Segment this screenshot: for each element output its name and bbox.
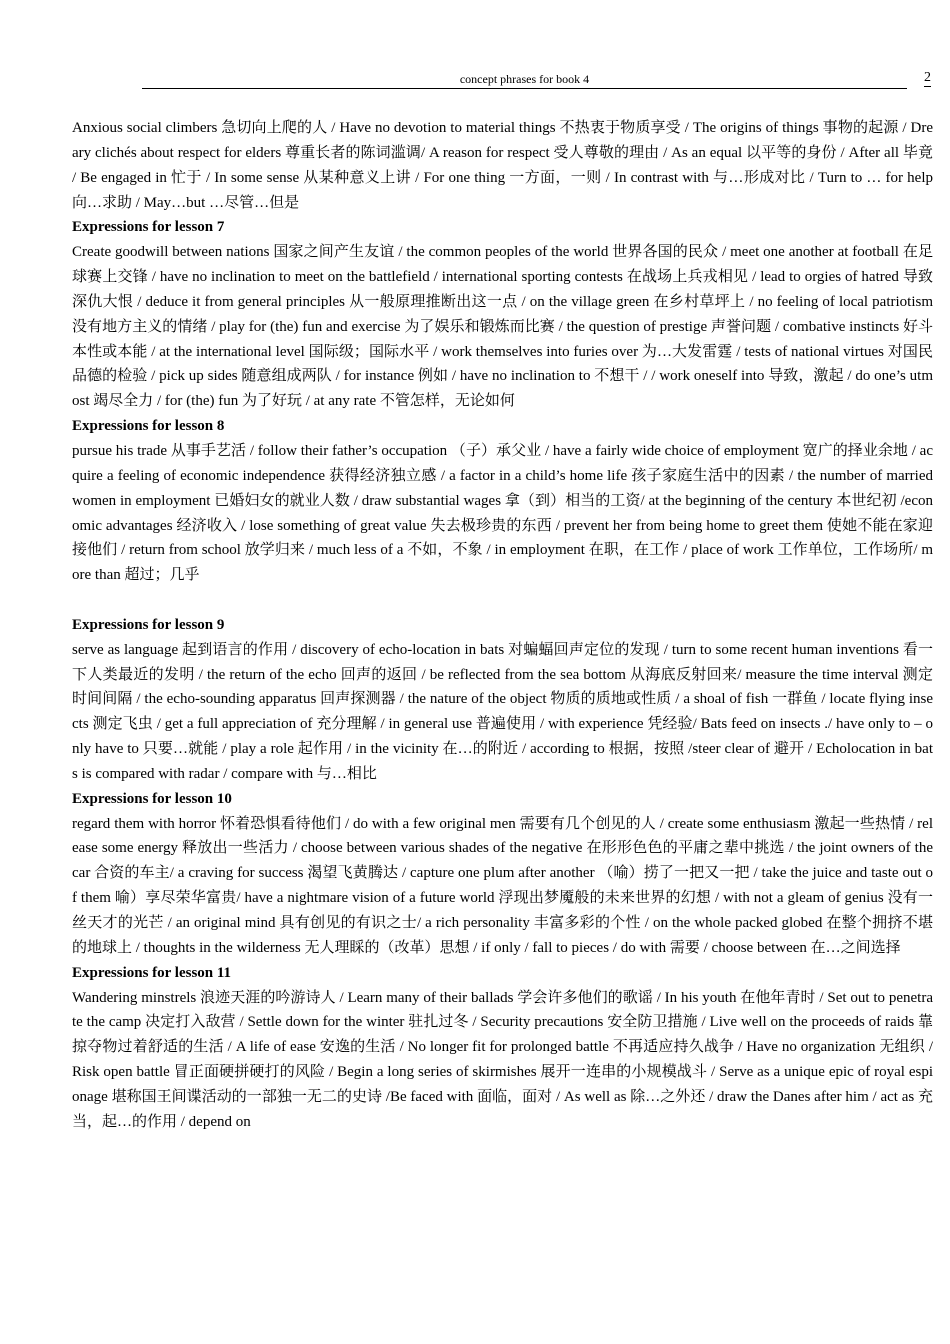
lesson-8-paragraph: pursue his trade 从事手艺活 / follow their father’s occupation （子）承父业 / have a fairly wide choice of employment 宽广的择业余地 / acquire a feeling of economic independence 获得经济独立感 / a factor in a child’s home life 孩子家庭生活中的因素 / the number of married women in employment 已婚妇女的就业人数 / draw substantial wages 拿（到）相当的工资/ at the beginning of the century 本世纪初 /economic advantages 经济收入 / lose something of great value 失去极珍贵的东西 / prevent her from being home to greet them 使她不能在家迎接他们 / return from school 放学归来 / much less of a 不如，不象 / in employment 在职，在工作 / place of work 工作单位，工作场所/ more than 超过；几乎 <box>72 442 933 584</box>
page-header <box>142 70 907 89</box>
header-title: concept phrases for book 4 <box>459 72 590 86</box>
lesson-10-heading: Expressions for lesson 10 <box>72 790 232 807</box>
lesson-7-paragraph: Create goodwill between nations 国家之间产生友谊 / the common peoples of the world 世界各国的民众 / meet one another at football 在足球赛上交锋 / have no inclination to meet on the battlefield / international sporting contests 在战场上兵戎相见 / lead to orgies of hatred 导致深仇大恨 / deduce it from general principles 从一般原理推断出这一点 / on the village green 在乡村草坪上 / no feeling of local patriotism 没有地方主义的情绪 / play for (the) fun and exercise 为了娱乐和锻炼而比赛 / the question of prestige 声誉问题 / combative instincts 好斗本性或本能 / at the international level 国际级；国际水平 / work themselves into furies over 为…大发雷霆 / tests of national virtues 对国民品德的检验 / pick up sides 随意组成两队 / for instance 例如 / have no inclination to 不想干 / / work oneself into 导致，激起 / do one’s utmost 竭尽全力 / for (the) fun 为了好玩 / at any rate 不管怎样，无论如何 <box>72 244 933 410</box>
lesson-10-paragraph: regard them with horror 怀着恐惧看待他们 / do with a few original men 需要有几个创见的人 / create some enthusiasm 激起一些热情 / release some energy 释放出一些活力 / choose between various shades of the negative 在形形色色的平庸之辈中挑选 / the joint owners of the car 合资的车主/ a craving for success 渴望飞黄腾达 / capture one plum after another （喻）捞了一把又一把 / take the juice and taste out of them 喻）享尽荣华富贵/ have a nightmare vision of a future world 浮现出梦魇般的未来世界的幻想 / with not a gleam of genius 没有一丝天才的光芒 / an original mind 具有创见的有识之士/ a rich personality 丰富多彩的个性 / on the whole packed globed 在整个拥挤不堪的地球上 / thoughts in the wilderness 无人理睬的（改革）思想 / if only / fall to pieces / do with 需要 / choose between 在…之间选择 <box>72 815 933 956</box>
lesson-7-heading: Expressions for lesson 7 <box>72 219 225 236</box>
page-number: 2 <box>924 70 931 85</box>
lesson-9-paragraph: serve as language 起到语言的作用 / discovery of echo-location in bats 对蝙蝠回声定位的发现 / turn to some recent human inventions 看一下人类最近的发明 / the return of the echo 回声的返回 / be reflected from the sea bottom 从海底反射回来/ measure the time interval 测定时间间隔 / the echo-sounding apparatus 回声探测器 / the nature of the object 物质的质地或性质 / a shoal of fish 一群鱼 / locate flying insects 测定飞虫 / get a full appreciation of 充分理解 / in general use 普遍使用 / with experience 凭经验/ Bats feed on insects ./ have only to – only have to 只要…就能 / play a role 起作用 / in the vicinity 在…的附近 / according to 根据，按照 /steer clear of 避开 / Echolocation in bats is compared with radar / compare with 与…相比 <box>72 641 933 782</box>
lesson-11-paragraph: Wandering minstrels 浪迹天涯的吟游诗人 / Learn many of their ballads 学会许多他们的歌谣 / In his youth 在他年青时 / Set out to penetrate the camp 决定打入敌营 / Settle down for the winter 驻扎过冬 / Security precautions 安全防卫措施 / Live well on the proceeds of raids 靠掠夺物过着舒适的生活 / A life of ease 安逸的生活 / No longer fit for prolonged battle 不再适应持久战争 / Have no organization 无组织 / Risk open battle 冒正面硬拼硬打的风险 / Begin a long series of skirmishes 展开一连串的小规模战斗 / Serve as a unique epic of royal espionage 堪称国王间谍活动的一部独一无二的史诗 /Be faced with 面临，面对 / As well as 除…之外还 / draw the Danes after him / act as 充当，起…的作用 / depend on <box>72 989 933 1130</box>
lesson-9-heading: Expressions for lesson 9 <box>72 616 225 633</box>
lesson-8-heading: Expressions for lesson 8 <box>72 418 225 435</box>
lesson-11-heading: Expressions for lesson 11 <box>72 964 232 981</box>
intro-paragraph: Anxious social climbers 急切向上爬的人 / Have no devotion to material things 不热衷于物质享受 / The origins of things 事物的起源 / Dreary clichés about respect for elders 尊重长者的陈词滥调/ A reason for respect 受人尊敬的理由 / As an equal 以平等的身份 / After all 毕竟 / Be engaged in 忙于 / In some sense 从某种意义上讲 / For one thing 一方面，一则 / In contrast with 与…形成对比 / Turn to … for help 向…求助 / May…but …尽管…但是 <box>72 120 933 211</box>
document-body <box>72 116 933 1135</box>
blank-line <box>72 588 933 613</box>
